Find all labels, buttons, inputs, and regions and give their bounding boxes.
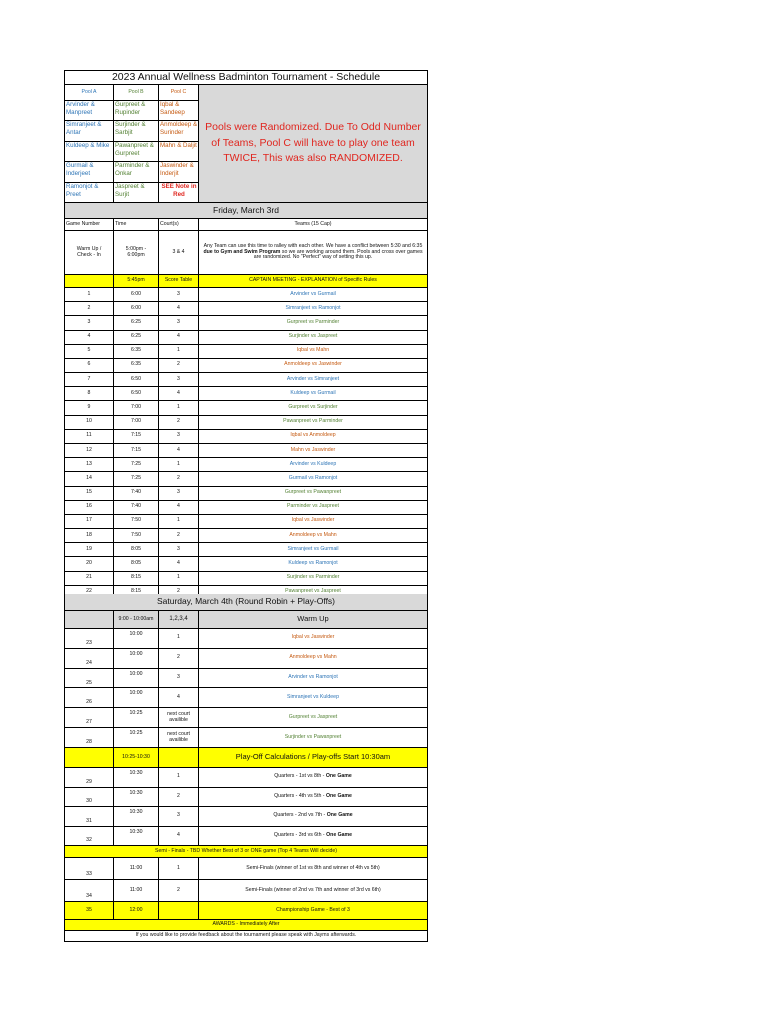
game-number: 20 [65, 557, 114, 571]
game-time: 6:00 [114, 302, 159, 316]
game-court: 2 [159, 788, 199, 808]
game-court: 4 [159, 331, 199, 345]
game-matchup: Anmoldeep vs Jaswinder [199, 359, 427, 373]
game-time: 6:25 [114, 316, 159, 330]
game-time: 6:50 [114, 373, 159, 387]
game-number: 13 [65, 458, 114, 472]
game-court: 3 [159, 373, 199, 387]
game-court: 3 [159, 807, 199, 827]
game-time: 10:30 [114, 827, 159, 847]
game-time: 8:15 [114, 586, 159, 600]
game-number: 26 [65, 688, 114, 708]
game-number: 6 [65, 359, 114, 373]
game-time: 6:25 [114, 331, 159, 345]
game-court: 2 [159, 359, 199, 373]
quarter-format: One Game [325, 792, 352, 799]
game-court: 1 [159, 858, 199, 880]
game-matchup: Gurpreet vs Parminder [199, 316, 427, 330]
game-time: 10:00 [114, 629, 159, 649]
captain-time: 5:45pm [114, 275, 159, 288]
game-time: 10:30 [114, 807, 159, 827]
game-matchup: Gurpreet vs Surjinder [199, 401, 427, 415]
game-court: 3 [159, 543, 199, 557]
sat-warmup-time: 9:00 - 10:00am [114, 611, 159, 629]
awards-banner: AWARDS - Immediately After [65, 920, 427, 931]
pool-b-team: Jaspreet & Surjit [114, 183, 159, 203]
game-court: 1 [159, 345, 199, 359]
quarter-label: Quarters - 2nd vs 7th - [273, 812, 327, 819]
game-matchup: Iqbal vs Jaswinder [199, 515, 427, 529]
game-matchup: Anmoldeep vs Mahn [199, 649, 427, 669]
game-time: 6:00 [114, 288, 159, 302]
game-matchup: Mahn vs Jaswinder [199, 444, 427, 458]
pool-c-team: Anmoldeep & Surinder [159, 121, 199, 141]
quarter-label: Quarters - 3rd vs 6th - [273, 831, 327, 838]
pool-a-team: Ramonjot & Preet [65, 183, 114, 203]
game-matchup [199, 768, 427, 788]
sat-warmup-courts: 1,2,3,4 [159, 611, 199, 629]
quarter-line [273, 813, 352, 819]
game-number: 19 [65, 543, 114, 557]
game-matchup [199, 807, 427, 827]
game-number: 25 [65, 669, 114, 689]
game-matchup [199, 788, 427, 808]
schedule-sheet [64, 70, 428, 942]
game-number: 33 [65, 858, 114, 880]
col-header-courts: Court(s) [159, 219, 199, 231]
pool-b-team: Surjinder & Sarbjit [114, 121, 159, 141]
game-time: 10:00 [114, 669, 159, 689]
game-time: 6:50 [114, 387, 159, 401]
pool-b-team: Pawanpreet & Gurpreet [114, 142, 159, 162]
warmup-description [199, 231, 427, 275]
pool-a-header: Pool A [65, 85, 114, 101]
saturday-heading: Saturday, March 4th (Round Robin + Play-Offs) [65, 594, 427, 611]
game-matchup: Gurpreet vs Jaspreet [199, 708, 427, 728]
game-number: 27 [65, 708, 114, 728]
warmup-label: Warm Up / Check - In [65, 231, 114, 275]
game-number: 28 [65, 728, 114, 748]
game-number: 5 [65, 345, 114, 359]
game-court: 4 [159, 387, 199, 401]
captain-court: Score Table [159, 275, 199, 288]
captain-text: CAPTAIN MEETING - EXPLANATION of Specific Rules [199, 275, 427, 288]
pool-c-team: Mahn & Daljit [159, 142, 199, 162]
game-matchup: Gurpreet vs Pawanpreet [199, 487, 427, 501]
col-header-time: Time [114, 219, 159, 231]
game-court: 3 [159, 669, 199, 689]
quarter-format: One Game [326, 812, 353, 819]
game-number: 30 [65, 788, 114, 808]
game-court: 4 [159, 501, 199, 515]
game-time: 7:00 [114, 401, 159, 415]
game-matchup: Iqbal vs Anmoldeep [199, 430, 427, 444]
game-time: 8:05 [114, 543, 159, 557]
game-matchup: Iqbal vs Jaswinder [199, 629, 427, 649]
game-time: 6:35 [114, 345, 159, 359]
pool-note-text: Pools were Randomized. Due To Odd Number of Teams, Pool C will have to play one team TWICE, This was also RANDOMIZED. [205, 120, 421, 165]
game-time: 7:40 [114, 487, 159, 501]
feedback-note: If you would like to provide feedback about the tournament please speak with Jayms afterwards. [135, 932, 357, 939]
game-number: 7 [65, 373, 114, 387]
game-number: 4 [65, 331, 114, 345]
game-number: 15 [65, 487, 114, 501]
game-matchup: Gurmail vs Ramonjot [199, 472, 427, 486]
game-time: 10:00 [114, 688, 159, 708]
game-number: 8 [65, 387, 114, 401]
quarter-label: Quarters - 1st vs 8th - [274, 773, 326, 780]
game-number: 12 [65, 444, 114, 458]
quarter-line [274, 774, 352, 780]
game-matchup: Surjinder vs Jaspreet [199, 331, 427, 345]
game-time: 7:50 [114, 529, 159, 543]
game-time: 7:25 [114, 472, 159, 486]
game-time: 7:00 [114, 416, 159, 430]
game-court: 4 [159, 444, 199, 458]
game-court: 2 [159, 649, 199, 669]
pool-a-team: Arvinder & Manpreet [65, 101, 114, 121]
game-matchup: Iqbal vs Mahn [199, 345, 427, 359]
warmup-desc-bold: due to Gym and Swim Program [203, 248, 281, 255]
quarter-format: One Game [325, 773, 352, 780]
sat-warmup-text: Warm Up [199, 611, 427, 629]
game-number: 24 [65, 649, 114, 669]
game-time: 10:30 [114, 788, 159, 808]
playoff-blank [65, 748, 114, 768]
game-court: 4 [159, 688, 199, 708]
game-matchup: Simranjeet vs Gurmail [199, 543, 427, 557]
game-matchup: Arvinder vs Kuldeep [199, 458, 427, 472]
game-number: 34 [65, 880, 114, 902]
game-court: 4 [159, 827, 199, 847]
game-time: 7:40 [114, 501, 159, 515]
game-court: 1 [159, 515, 199, 529]
col-header-teams: Teams (15 Cap) [199, 219, 427, 231]
quarter-label: Quarters - 4th vs 5th - [274, 792, 326, 799]
game-time: 10:25 [114, 728, 159, 748]
game-time: 10:25 [114, 708, 159, 728]
captain-blank [65, 275, 114, 288]
game-matchup: Arvinder vs Simranjeet [199, 373, 427, 387]
game-court: 3 [159, 430, 199, 444]
game-court: 4 [159, 557, 199, 571]
game-number: 21 [65, 572, 114, 586]
game-matchup: Simranjeet vs Ramonjot [199, 302, 427, 316]
pool-a-team: Kuldeep & Mike [65, 142, 114, 162]
pool-c-team: Jaswinder & Inderjit [159, 162, 199, 182]
game-court: 2 [159, 586, 199, 600]
pool-a-team: Simranjeet & Antar [65, 121, 114, 141]
game-number: 9 [65, 401, 114, 415]
game-time: 7:15 [114, 430, 159, 444]
pool-b-team: Parminder & Onkar [114, 162, 159, 182]
game-time: 8:15 [114, 572, 159, 586]
game-matchup: Arvinder vs Ramonjot [199, 669, 427, 689]
pool-note [199, 85, 427, 203]
game-number: 31 [65, 807, 114, 827]
game-number: 32 [65, 827, 114, 847]
game-time: 10:30 [114, 768, 159, 788]
game-time: 7:15 [114, 444, 159, 458]
game-matchup: Anmoldeep vs Mahn [199, 529, 427, 543]
game-time: 10:00 [114, 649, 159, 669]
game-number: 3 [65, 316, 114, 330]
game-matchup: Simranjeet vs Kuldeep [199, 688, 427, 708]
pool-c-team: Iqbal & Sandeep [159, 101, 199, 121]
game-matchup: Kuldeep vs Ramonjot [199, 557, 427, 571]
game-number: 17 [65, 515, 114, 529]
col-header-game: Game Number [65, 219, 114, 231]
final-number: 35 [65, 902, 114, 920]
game-court: 3 [159, 288, 199, 302]
final-match: Championship Game - Best of 3 [199, 902, 427, 920]
game-number: 16 [65, 501, 114, 515]
game-court: 1 [159, 629, 199, 649]
playoff-court-blank [159, 748, 199, 768]
game-time: 6:35 [114, 359, 159, 373]
game-matchup: Surjinder vs Parminder [199, 572, 427, 586]
game-matchup: Arvinder vs Gurmail [199, 288, 427, 302]
game-number: 29 [65, 768, 114, 788]
game-matchup: Parminder vs Jaspreet [199, 501, 427, 515]
game-matchup: Pawanpreet vs Parminder [199, 416, 427, 430]
game-court: 2 [159, 880, 199, 902]
pool-a-team: Gurmail & Inderjeet [65, 162, 114, 182]
friday-heading: Friday, March 3rd [65, 203, 427, 219]
quarter-line [274, 833, 352, 839]
game-court: 3 [159, 316, 199, 330]
game-time: 7:25 [114, 458, 159, 472]
game-court: 2 [159, 529, 199, 543]
game-time: 11:00 [114, 858, 159, 880]
game-matchup: Semi-Finals (winner of 1st vs 8th and winner of 4th vs 5th) [199, 858, 427, 880]
semi-banner: Semi - Finals - TBD Whether Best of 3 or ONE game (Top 4 Teams Will decide) [65, 846, 427, 858]
game-matchup: Semi-Finals (winner of 2nd vs 7th and winner of 3rd vs 6th) [199, 880, 427, 902]
game-matchup [199, 827, 427, 847]
playoff-text: Play-Off Calculations / Play-offs Start 10:30am [199, 748, 427, 768]
game-matchup: Pawanpreet vs Jaspreet [199, 586, 427, 600]
game-court: 2 [159, 472, 199, 486]
quarter-format: One Game [326, 831, 353, 838]
game-number: 14 [65, 472, 114, 486]
warmup-desc-1: Any Team can use this time to ralley with each other. We have a conflict between 5:30 and 6:35 [203, 242, 423, 249]
game-court: 1 [159, 458, 199, 472]
game-matchup: Surjinder vs Pawanpreet [199, 728, 427, 748]
game-court: 1 [159, 768, 199, 788]
warmup-desc-2: so we are working around them. Pools and cross over games are randomized. No "Perfect" way of setting this up. [253, 248, 423, 261]
game-court: 3 [159, 487, 199, 501]
game-court: 4 [159, 302, 199, 316]
final-time: 12:00 [114, 902, 159, 920]
game-court: next court availible [159, 728, 199, 748]
game-number: 10 [65, 416, 114, 430]
game-number: 11 [65, 430, 114, 444]
game-number: 18 [65, 529, 114, 543]
warmup-courts: 3 & 4 [159, 231, 199, 275]
pool-c-note-ref: SEE Note in Red [159, 183, 199, 203]
game-time: 8:05 [114, 557, 159, 571]
sat-warmup-blank [65, 611, 114, 629]
game-court: 1 [159, 572, 199, 586]
game-court: 2 [159, 416, 199, 430]
pool-b-team: Gurpreet & Rupinder [114, 101, 159, 121]
warmup-time: 5:00pm - 6:00pm [114, 231, 159, 275]
game-court: next court availible [159, 708, 199, 728]
page-title: 2023 Annual Wellness Badminton Tournament - Schedule [65, 71, 427, 85]
game-court: 1 [159, 401, 199, 415]
quarter-line [274, 794, 352, 800]
game-time: 7:50 [114, 515, 159, 529]
final-court-blank [159, 902, 199, 920]
playoff-time: 10:25-10:30 [114, 748, 159, 768]
pool-b-header: Pool B [114, 85, 159, 101]
game-matchup: Kuldeep vs Gurmail [199, 387, 427, 401]
game-number: 23 [65, 629, 114, 649]
game-number: 22 [65, 586, 114, 600]
game-time: 11:00 [114, 880, 159, 902]
pool-c-header: Pool C [159, 85, 199, 101]
game-number: 1 [65, 288, 114, 302]
game-number: 2 [65, 302, 114, 316]
